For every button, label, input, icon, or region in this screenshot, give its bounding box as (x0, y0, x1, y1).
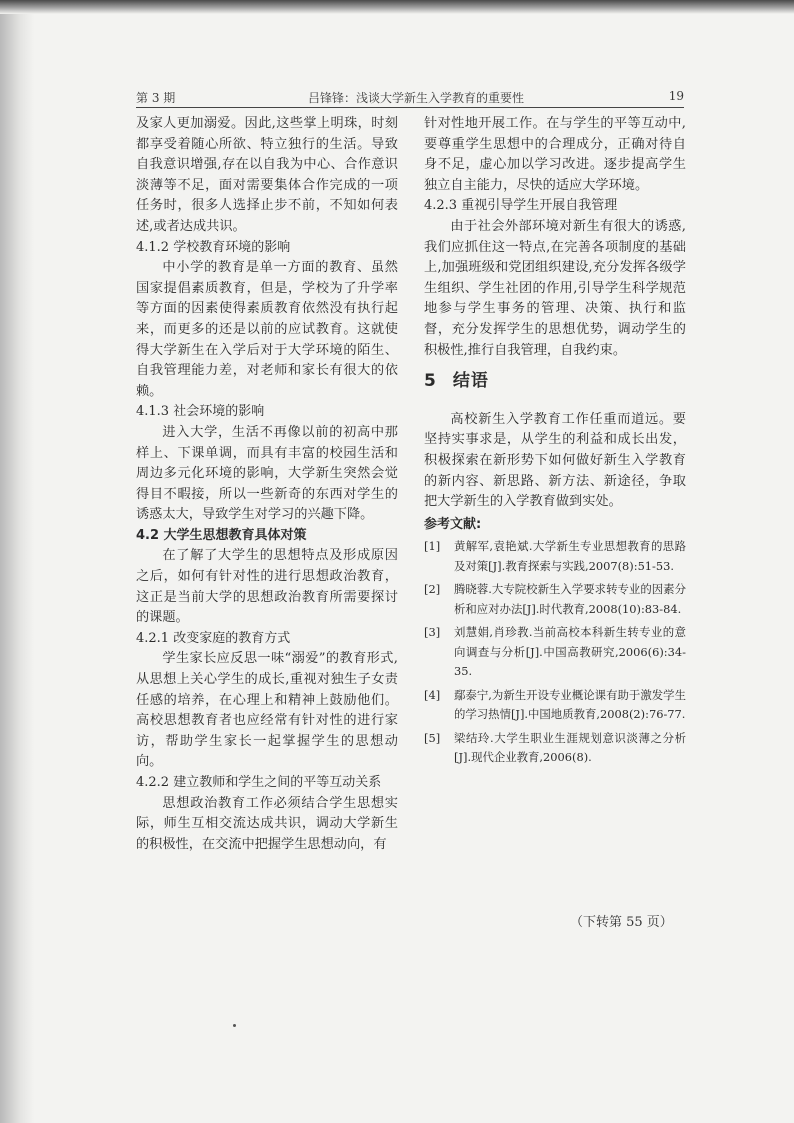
paragraph: 由于社会外部环境对新生有很大的诱惑,我们应抓住这一特点,在完善各项制度的基础上,加强班级和党团组织建设,充分发挥各级学生组织、学生社团的作用,引导学生科学规范地参与学生事务的管理、决策、执行和监督，充分发挥学生的思想优势，调动学生的积极性,推行自我管理，自我约束。 (424, 218, 686, 358)
section-number: 5 (424, 371, 437, 392)
subsection-heading: 4.1.2 学校教育环境的影响 (136, 239, 291, 255)
section-heading: 4.2 大学生思想教育具体对策 (136, 527, 307, 543)
reference-number: [3] (424, 625, 441, 640)
paragraph: 中小学的教育是单一方面的教育、虽然国家提倡素质教育，但是，学校为了升学率等方面的因素使得素质教育依然没有执行起来，而更多的还是以前的应试教育。这就使得大学新生在入学后对于大学环境的陌生、自我管理能力差，对老师和家长有很大的依赖。 (136, 260, 398, 399)
scan-speck (233, 1024, 236, 1027)
page-number: 19 (668, 89, 684, 103)
subsection-heading: 4.2.3 重视引导学生开展自我管理 (424, 198, 618, 214)
reference-item (424, 537, 686, 576)
reference-item (424, 729, 686, 768)
reference-number: [1] (424, 539, 441, 554)
reference-text: 鄢泰宁,为新生开设专业概论课有助于激发学生的学习热情[J].中国地质教育,2008(2):76-77. (454, 687, 686, 722)
reference-text: 腾晓蓉.大专院校新生入学要求转专业的因素分析和应对办法[J].时代教育,2008(10):83-84. (454, 582, 686, 616)
reference-number: [2] (424, 582, 441, 597)
reference-item (424, 623, 686, 682)
paragraph: 及家人更加溺爱。因此,这些掌上明珠，时刻都享受着随心所欲、特立独行的生活。导致自我意识增强,存在以自我为中心、合作意识淡薄等不足，面对需要集体合作完成的一项任务时，很多人选择止步不前，不知如何表述,或者达成共识。 (136, 116, 398, 234)
binding-shadow (0, 0, 34, 1123)
subsection-heading: 4.2.2 建立教师和学生之间的平等互动关系 (136, 775, 382, 790)
left-column (136, 114, 398, 855)
reference-number: [5] (424, 730, 441, 745)
right-column (424, 114, 686, 772)
section-title: 结语 (452, 371, 489, 392)
scan-top-edge (0, 0, 794, 14)
paragraph: 进入大学，生活不再像以前的初高中那样上、下课单调，而具有丰富的校园生活和周边多元化环境的影响，大学新生突然会觉得目不暇接，所以一些新奇的东西对学生的诱惑太大，导致学生对学习的兴趣下降。 (136, 424, 398, 523)
reference-item (424, 580, 686, 619)
section-5-heading (424, 371, 686, 392)
running-title: 吕锋锋：浅谈大学新生入学教育的重要性 (308, 91, 525, 105)
paragraph: 思想政治教育工作必须结合学生思想实际，师生互相交流达成共识，调动大学新生的积极性，在交流中把握学生思想动向，有 (136, 795, 398, 852)
paragraph: 学生家长应反思一味“溺爱”的教育形式,从思想上关心学生的成长,重视对独生子女责任感的培养，在心理上和精神上鼓励他们。高校思想教育者也应经常有针对性的进行家访，帮助学生家长一起掌握学生的思想动向。 (136, 651, 398, 770)
reference-text: 梁结玲.大学生职业生涯规划意识淡薄之分析[J].现代企业教育,2006(8). (454, 730, 686, 765)
paragraph: 针对性地开展工作。在与学生的平等互动中,要尊重学生思想中的合理成分，正确对待自身不足，虚心加以学习改进。逐步提高学生独立自主能力，尽快的适应大学环境。 (424, 116, 686, 193)
reference-item (424, 686, 686, 725)
reference-text: 刘慧娟,肖珍教.当前高校本科新生转专业的意向调查与分析[J].中国高教研究,2006(6):34-35. (454, 625, 686, 679)
subsection-heading: 4.1.3 社会环境的影响 (136, 404, 265, 420)
reference-list (424, 537, 686, 768)
issue-number: 第 3 期 (136, 91, 176, 105)
paragraph: 高校新生入学教育工作任重而道远。要坚持实事求是，从学生的利益和成长出发，积极探索在新形势下如何做好新生入学教育的新内容、新思路、新方法、新途径，争取把大学新生的入学教育做到实处。 (424, 411, 686, 510)
running-header (136, 89, 684, 105)
reference-number: [4] (424, 687, 441, 702)
reference-text: 黄解军,袁艳斌.大学新生专业思想教育的思路及对策[J].教育探索与实践,2007(8):51-53. (454, 539, 686, 573)
subsection-heading: 4.2.1 改变家庭的教育方式 (136, 630, 291, 646)
references-heading: 参考文献: (424, 516, 482, 532)
continued-note: （下转第 55 页） (570, 915, 673, 930)
paragraph: 在了解了大学生的思想特点及形成原因之后，如何有针对性的进行思想政治教育，这正是当前大学的思想政治教育所需要探讨的课题。 (136, 548, 398, 626)
header-rule (136, 107, 684, 108)
